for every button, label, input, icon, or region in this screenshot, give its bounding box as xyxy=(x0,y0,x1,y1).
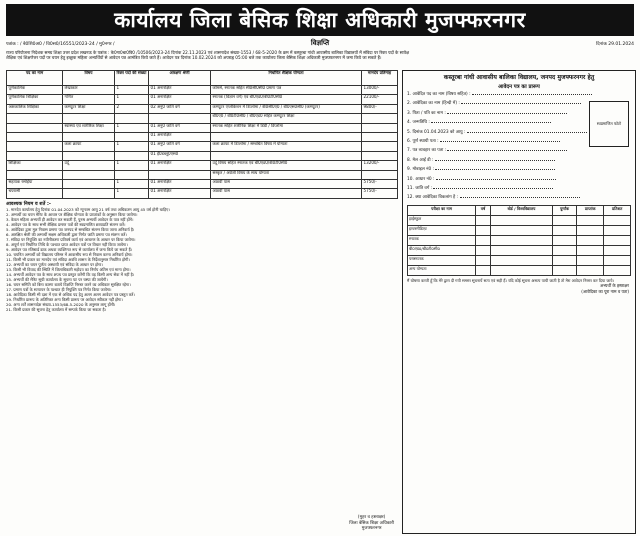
table-cell xyxy=(7,114,63,123)
form-field-blank[interactable] xyxy=(447,147,567,151)
table-cell: 02 अनु0 जाति वर्ग xyxy=(149,104,211,113)
edu-cell[interactable] xyxy=(552,255,576,265)
form-field-label: 9. मोबाइल नं0 : xyxy=(407,167,435,173)
form-field-blank[interactable] xyxy=(461,100,581,104)
table-cell: 1 xyxy=(115,95,149,104)
notice-date: दिनांक 29.01.2024 xyxy=(596,42,634,47)
intro-paragraph xyxy=(6,50,634,60)
form-field-blank[interactable] xyxy=(436,176,556,180)
form-field-blank[interactable] xyxy=(447,110,567,114)
edu-col: बोर्ड / विश्वविद्यालय xyxy=(490,205,552,215)
education-table xyxy=(407,205,631,276)
table-cell: स्वास्थ्य एवं शारीरिक शिक्षा xyxy=(63,123,115,132)
table-cell: कॉमर्स, स्नातक सहित सी0सी0सी0 प्रमाण पत्र xyxy=(211,86,362,95)
term-item: 13. किसी भी विवाद की स्थिति में जिलाधिकारी महोदय का निर्णय अंतिम एवं मान्य होगा। xyxy=(6,266,131,272)
table-cell: 01 अनारक्षित xyxy=(149,86,211,95)
edu-col: वर्ष xyxy=(476,205,491,215)
photo-box: स्वप्रमाणित फोटो xyxy=(589,101,629,147)
table-row xyxy=(7,179,398,188)
table-cell xyxy=(63,170,115,179)
applicant-signature: अभ्यर्थी के हस्ताक्षर xyxy=(599,282,629,288)
edu-cell[interactable] xyxy=(490,235,552,245)
form-field-label: 6. पूर्ण स्थायी पता : xyxy=(407,139,439,145)
table-row xyxy=(7,123,398,132)
table-header-row xyxy=(7,71,398,86)
edu-cell[interactable] xyxy=(577,265,604,275)
table-cell: 1 xyxy=(115,142,149,151)
edu-cell[interactable] xyxy=(604,215,631,225)
table-cell: 1 xyxy=(115,123,149,132)
edu-cell[interactable] xyxy=(490,215,552,225)
form-field-label: 5. दिनांक 01.04.2023 को आयु : xyxy=(407,129,466,135)
table-cell: अंशकालिक शिक्षिका xyxy=(7,104,63,113)
table-cell: 13200/- xyxy=(362,161,398,170)
form-title: कस्तूरबा गांधी आवासीय बालिका विद्यालय, जनपद मुजफ्फरनगर हेतु xyxy=(443,74,595,81)
table-cell: उर्दू xyxy=(63,161,115,170)
table-cell: स्नातक सहित शारीरिक शिक्षा में डिग्री / डिप्लोमा xyxy=(211,123,362,132)
term-item: 9. आवेदन पत्र रजिस्टर्ड डाक अथवा व्यक्तिगत रूप से कार्यालय में जमा किये जा सकते हैं। xyxy=(6,246,133,252)
edu-cell[interactable] xyxy=(476,215,491,225)
term-item: 6. आरक्षित श्रेणी की अभ्यर्थी सक्षम अधिकारी द्वारा निर्गत जाति प्रमाण पत्र संलग्न करें। xyxy=(6,231,127,237)
table-cell xyxy=(7,123,63,132)
table-cell: 5750/- xyxy=(362,179,398,188)
form-field-label: 4. जन्मतिथि : xyxy=(407,120,430,126)
form-field-blank[interactable] xyxy=(433,185,553,189)
edu-cell[interactable] xyxy=(490,255,552,265)
edu-cell[interactable] xyxy=(604,265,631,275)
table-cell: 01 अनु0 जाति वर्ग xyxy=(149,123,211,132)
table-cell xyxy=(149,170,211,179)
edu-cell[interactable] xyxy=(476,265,491,275)
terms-heading: आवश्यक नियम व शर्ते :- xyxy=(6,201,51,207)
form-field-blank[interactable] xyxy=(460,194,580,198)
table-cell: 01 अनारक्षित xyxy=(149,189,211,198)
edu-cell[interactable] xyxy=(604,225,631,235)
form-field-blank[interactable] xyxy=(472,91,592,95)
form-field[interactable] xyxy=(403,156,635,165)
form-field[interactable] xyxy=(403,184,635,193)
edu-cell[interactable] xyxy=(476,245,491,255)
table-cell: 1 xyxy=(115,179,149,188)
edu-exam-name: अन्य योग्यता xyxy=(408,265,476,275)
table-cell xyxy=(362,114,398,123)
form-field[interactable] xyxy=(403,193,635,202)
table-cell: 01 ई0डब्लू0एस0 xyxy=(149,151,211,160)
form-field-blank[interactable] xyxy=(467,129,587,133)
form-field-label: 1. आवेदित पद का नाम (विषय सहित) : xyxy=(407,92,471,97)
table-cell: 01 अनारक्षित xyxy=(149,179,211,188)
form-field-label: 10. आधार नं0 : xyxy=(407,176,435,182)
table-cell xyxy=(362,123,398,132)
col-subject: विषय xyxy=(63,71,115,86)
table-cell xyxy=(362,132,398,141)
table-cell: आठवीं पास xyxy=(211,189,362,198)
form-field-label: 3. पिता / पति का नाम : xyxy=(407,110,446,116)
term-item: 5. आवेदिका द्वारा मूल निवास प्रमाण पत्र जनपद से सम्बंधित संलग्न किया जाना अनिवार्य है। xyxy=(6,226,135,232)
edu-cell[interactable] xyxy=(490,265,552,275)
table-cell xyxy=(7,170,63,179)
officer-signature xyxy=(349,515,394,532)
table-cell xyxy=(63,179,115,188)
term-item: 15. अभ्यर्थी की मेरिट सूची कार्यालय के सूचना पट पर चस्पा की जायेगी। xyxy=(6,276,108,282)
table-row xyxy=(7,142,398,151)
edu-row xyxy=(408,235,631,245)
notice-body xyxy=(6,70,398,532)
form-field-label: 11. जाति वर्ग : xyxy=(407,186,433,192)
notice-heading: विज्ञप्ति xyxy=(310,39,330,47)
edu-col: परीक्षा का नाम xyxy=(408,205,476,215)
form-field-label: 12. क्या आवेदिका विकलांग है : xyxy=(407,195,459,201)
form-subtitle: आवेदन पत्र का प्रारूप xyxy=(498,84,540,90)
vacancy-table xyxy=(6,70,398,199)
table-cell: 22100/- xyxy=(362,95,398,104)
signature-mark: (मुहर व हस्ताक्षर) xyxy=(357,515,386,521)
terms-list xyxy=(6,207,398,312)
table-cell xyxy=(7,142,63,151)
table-cell: उर्दू विषय सहित स्नातक एवं बी0एड0/बी0टी0सी0 xyxy=(211,161,362,170)
term-item: 4. आवेदन पत्र के साथ सभी शैक्षिक प्रमाण पत्रों की स्वप्रमाणित छायाप्रति संलग्न करें। xyxy=(6,221,126,227)
table-cell: आठवीं पास xyxy=(211,179,362,188)
table-row xyxy=(7,161,398,170)
table-row xyxy=(7,189,398,198)
edu-cell[interactable] xyxy=(577,235,604,245)
table-cell xyxy=(362,170,398,179)
form-field-label: 7. पत्र व्यवहार का पता : xyxy=(407,148,447,154)
edu-row xyxy=(408,245,631,255)
term-item: 10. चयनित अभ्यर्थी को विद्यालय परिसर में आवासीय रूप से निवास करना अनिवार्य होगा। xyxy=(6,251,133,257)
table-cell: पूर्णकालिक xyxy=(7,86,63,95)
edu-col: प्राप्तांक xyxy=(577,205,604,215)
table-cell: स्नातक (विज्ञान वर्ग) एवं बी0एड0/बी0टी0सी0 xyxy=(211,95,362,104)
table-cell xyxy=(63,114,115,123)
edu-cell[interactable] xyxy=(552,265,576,275)
col-salary: मानदेय प्रतिमाह xyxy=(362,71,398,86)
table-cell: 01 अनारक्षित xyxy=(149,95,211,104)
term-item: 3. केवल महिला अभ्यर्थी ही आवेदन कर सकती हैं, पुरुष अभ्यर्थी आवेदन के पात्र नहीं होंगे। xyxy=(6,216,134,222)
term-item: 16. चयन समिति को बिना कारण बताये विज्ञप्ति निरस्त करने का अधिकार सुरक्षित रहेगा। xyxy=(6,281,131,287)
table-cell: संस्कृत / अंग्रेजी विषय के साथ योग्यता xyxy=(211,170,362,179)
edu-exam-name: हाईस्कूल xyxy=(408,215,476,225)
edu-exam-name: परास्नातक xyxy=(408,255,476,265)
table-cell: सहायक रसोईया xyxy=(7,179,63,188)
table-cell: 1 xyxy=(115,86,149,95)
table-cell: गणित xyxy=(63,95,115,104)
term-item: 8. अपूर्ण एवं निर्धारित तिथि के पश्चात प्राप्त आवेदन पत्रों पर विचार नहीं किया जायेगा। xyxy=(6,241,128,247)
table-cell xyxy=(115,114,149,123)
edu-cell[interactable] xyxy=(476,225,491,235)
col-qualification: निर्धारित शैक्षिक योग्यता xyxy=(211,71,362,86)
form-field-label: 8. मेल आई डी : xyxy=(407,157,434,163)
table-row xyxy=(7,104,398,113)
edu-cell[interactable] xyxy=(577,215,604,225)
edu-col: प्रतिशत xyxy=(604,205,631,215)
table-cell: 9800/- xyxy=(362,104,398,113)
applicant-signature-sub: (आवेदिका का पूरा नाम व पता) xyxy=(581,288,629,294)
col-post: पद का नाम xyxy=(7,71,63,86)
edu-cell[interactable] xyxy=(490,245,552,255)
table-cell xyxy=(362,142,398,151)
form-field[interactable] xyxy=(403,165,635,174)
table-cell: लेखाकार xyxy=(63,86,115,95)
edu-row xyxy=(408,255,631,265)
term-item: 12. अभ्यर्थी का चयन पूर्णतः अस्थायी एवं संविदा के आधार पर होगा। xyxy=(6,261,103,267)
form-field-blank[interactable] xyxy=(435,157,555,161)
edu-col: पूर्णांक xyxy=(552,205,576,215)
edu-cell[interactable] xyxy=(604,255,631,265)
form-field[interactable] xyxy=(403,175,635,184)
term-item: 14. अभ्यर्थी आवेदन पत्र के साथ शपथ पत्र प्रस्तुत करेंगी कि वह किसी अन्य सेवा में नहीं है। xyxy=(6,271,135,277)
edu-row xyxy=(408,225,631,235)
table-cell: कला क्राफ्ट में डिप्लोमा / सम्बंधित विषय में योग्यता xyxy=(211,142,362,151)
table-cell xyxy=(63,151,115,160)
table-cell: कला क्राफ्ट xyxy=(63,142,115,151)
term-item: 19. निर्धारित प्रारूप के अतिरिक्त अन्य किसी प्रारूप पर आवेदन स्वीकार नहीं होगा। xyxy=(6,296,123,302)
edu-cell[interactable] xyxy=(552,225,576,235)
term-item: 7. संविदा पर नियुक्ति का नवीनीकरण प्रतिवर्ष कार्य एवं आचरण के आधार पर किया जायेगा। xyxy=(6,236,136,242)
signature-place: मुजफ्फरनगर xyxy=(361,526,382,532)
edu-cell[interactable] xyxy=(552,245,576,255)
table-row xyxy=(7,95,398,104)
edu-cell[interactable] xyxy=(577,225,604,235)
term-item: 21. किसी प्रकार की सूचना हेतु कार्यालय में सम्पर्क किया जा सकता है। xyxy=(6,307,107,312)
edu-header-row xyxy=(408,205,631,215)
table-cell: 1 xyxy=(115,189,149,198)
form-field[interactable] xyxy=(403,90,635,99)
table-row xyxy=(7,170,398,179)
table-cell xyxy=(63,189,115,198)
edu-cell[interactable] xyxy=(577,245,604,255)
intro-line: शैक्षिक एवं शिक्षणेत्तर पदों पर चयन हेतु इच्छुक महिला अभ्यर्थियों से आवेदन पत्र आमंत्रित किये जाते हैं। आवेदन पत्र दिनांक 10.02.2024 को अपराह्न 05:00 बजे तक कार्यालय जिला बेसिक शिक्षा अधिकारी मुजफ्फरनगर में जमा किये जा सकते हैं। xyxy=(6,55,382,61)
office-title-banner: कार्यालय जिला बेसिक शिक्षा अधिकारी मुजफ्फरनगर xyxy=(6,4,634,36)
col-count: रिक्त पदों की संख्या xyxy=(115,71,149,86)
table-cell xyxy=(149,114,211,123)
table-cell: 1 xyxy=(115,161,149,170)
table-cell: पूर्णकालिक शिक्षिका xyxy=(7,95,63,104)
application-form xyxy=(402,70,636,534)
table-cell xyxy=(7,132,63,141)
term-item: 2. अभ्यर्थी का चयन मेरिट के आधार पर शैक्षिक योग्यता के प्राप्तांकों के अनुसार किया जायेगा। xyxy=(6,211,138,217)
edu-cell[interactable] xyxy=(604,235,631,245)
table-cell: 13000/- xyxy=(362,86,398,95)
edu-cell[interactable] xyxy=(490,225,552,235)
term-item: 11. किसी भी प्रकार का मानदेय एवं संविदा अवधि शासन के निर्देशानुसार निर्धारित होगी। xyxy=(6,256,130,262)
table-cell: कम्प्यूटर शिक्षा xyxy=(63,104,115,113)
table-row xyxy=(7,114,398,123)
term-item: 1. मानदेय कार्यालय हेतु दिनांक 01.04.2023 को न्यूनतम आयु 21 वर्ष तथा अधिकतम आयु 45 वर्ष होनी चाहिए। xyxy=(6,206,170,212)
edu-cell[interactable] xyxy=(476,255,491,265)
form-field-blank[interactable] xyxy=(431,119,551,123)
edu-row xyxy=(408,215,631,225)
edu-cell[interactable] xyxy=(552,235,576,245)
table-cell: 2 xyxy=(115,104,149,113)
table-cell: 01 अनारक्षित xyxy=(149,132,211,141)
edu-cell[interactable] xyxy=(604,245,631,255)
table-cell: 5750/- xyxy=(362,189,398,198)
term-item: 20. अन्य शर्तें शासनादेश संख्या-1553/68-5-2020 के अनुसार लागू होंगी। xyxy=(6,301,116,307)
edu-cell[interactable] xyxy=(577,255,604,265)
term-item: 17. प्रमाण पत्रों के सत्यापन के पश्चात ही नियुक्ति पत्र निर्गत किया जायेगा। xyxy=(6,286,112,292)
table-cell: शिक्षिका xyxy=(7,161,63,170)
table-cell: बी0ए0 / बी0टी0सी0 / बी0एड0 सहित कम्प्यूटर शिक्षा xyxy=(211,114,362,123)
table-cell xyxy=(115,151,149,160)
term-item: 18. आवेदिका किसी भी दशा में एक से अधिक पद हेतु अलग अलग आवेदन पत्र प्रस्तुत करें। xyxy=(6,291,135,297)
signature-title: जिला बेसिक शिक्षा अधिकारी xyxy=(349,520,394,526)
edu-row xyxy=(408,265,631,275)
table-cell: कम्प्यूटर एप्लीकेशन में डिप्लोमा / बी0सी0ए0 / बी0एस0सी0 (कम्प्यूटर) xyxy=(211,104,362,113)
table-cell: 01 अनु0 जाति वर्ग xyxy=(149,142,211,151)
form-field-blank[interactable] xyxy=(435,166,555,170)
table-cell: 01 अनारक्षित xyxy=(149,161,211,170)
reference-number: पत्रांक : / बे0शि0अ0 / वि0स0/16551/2023-24 / मु0नगर / xyxy=(6,42,115,47)
edu-exam-name: स्नातक xyxy=(408,235,476,245)
form-field-blank[interactable] xyxy=(440,138,560,142)
table-cell xyxy=(115,170,149,179)
col-reservation: आरक्षण श्रेणी xyxy=(149,71,211,86)
edu-cell[interactable] xyxy=(552,215,576,225)
edu-exam-name: इण्टरमीडिएट xyxy=(408,225,476,235)
edu-exam-name: बी0एड0/बी0टी0सी0 xyxy=(408,245,476,255)
form-field-label: 2. आवेदिका का नाम (हिन्दी में) : xyxy=(407,101,460,107)
intro-line: राज्य परियोजना निदेशक समग्र शिक्षा उत्तर प्रदेश लखनऊ के पत्रांक : के0गा0बा0वि0 /10506/2023-24 दिनांक 22.11.2023 एवं शासनादेश संख्या-1553 / 68-5-2020 के क्रम में कस्तूरबा गांधी आवासीय बालिका विद्यालयों में संविदा पर रिक्त पदों के सापेक्ष xyxy=(6,50,409,55)
edu-cell[interactable] xyxy=(476,235,491,245)
table-cell xyxy=(115,132,149,141)
declaration-text: मैं घोषणा करती हूँ कि मेरे द्वारा दी गयी समस्त सूचनायें सत्य एवं सही हैं। यदि कोई सूचना असत्य पायी जाती है तो मेरा आवेदन निरस्त कर दिया जाये। xyxy=(407,277,614,283)
form-field[interactable] xyxy=(403,146,635,155)
table-cell: चपरासी xyxy=(7,189,63,198)
